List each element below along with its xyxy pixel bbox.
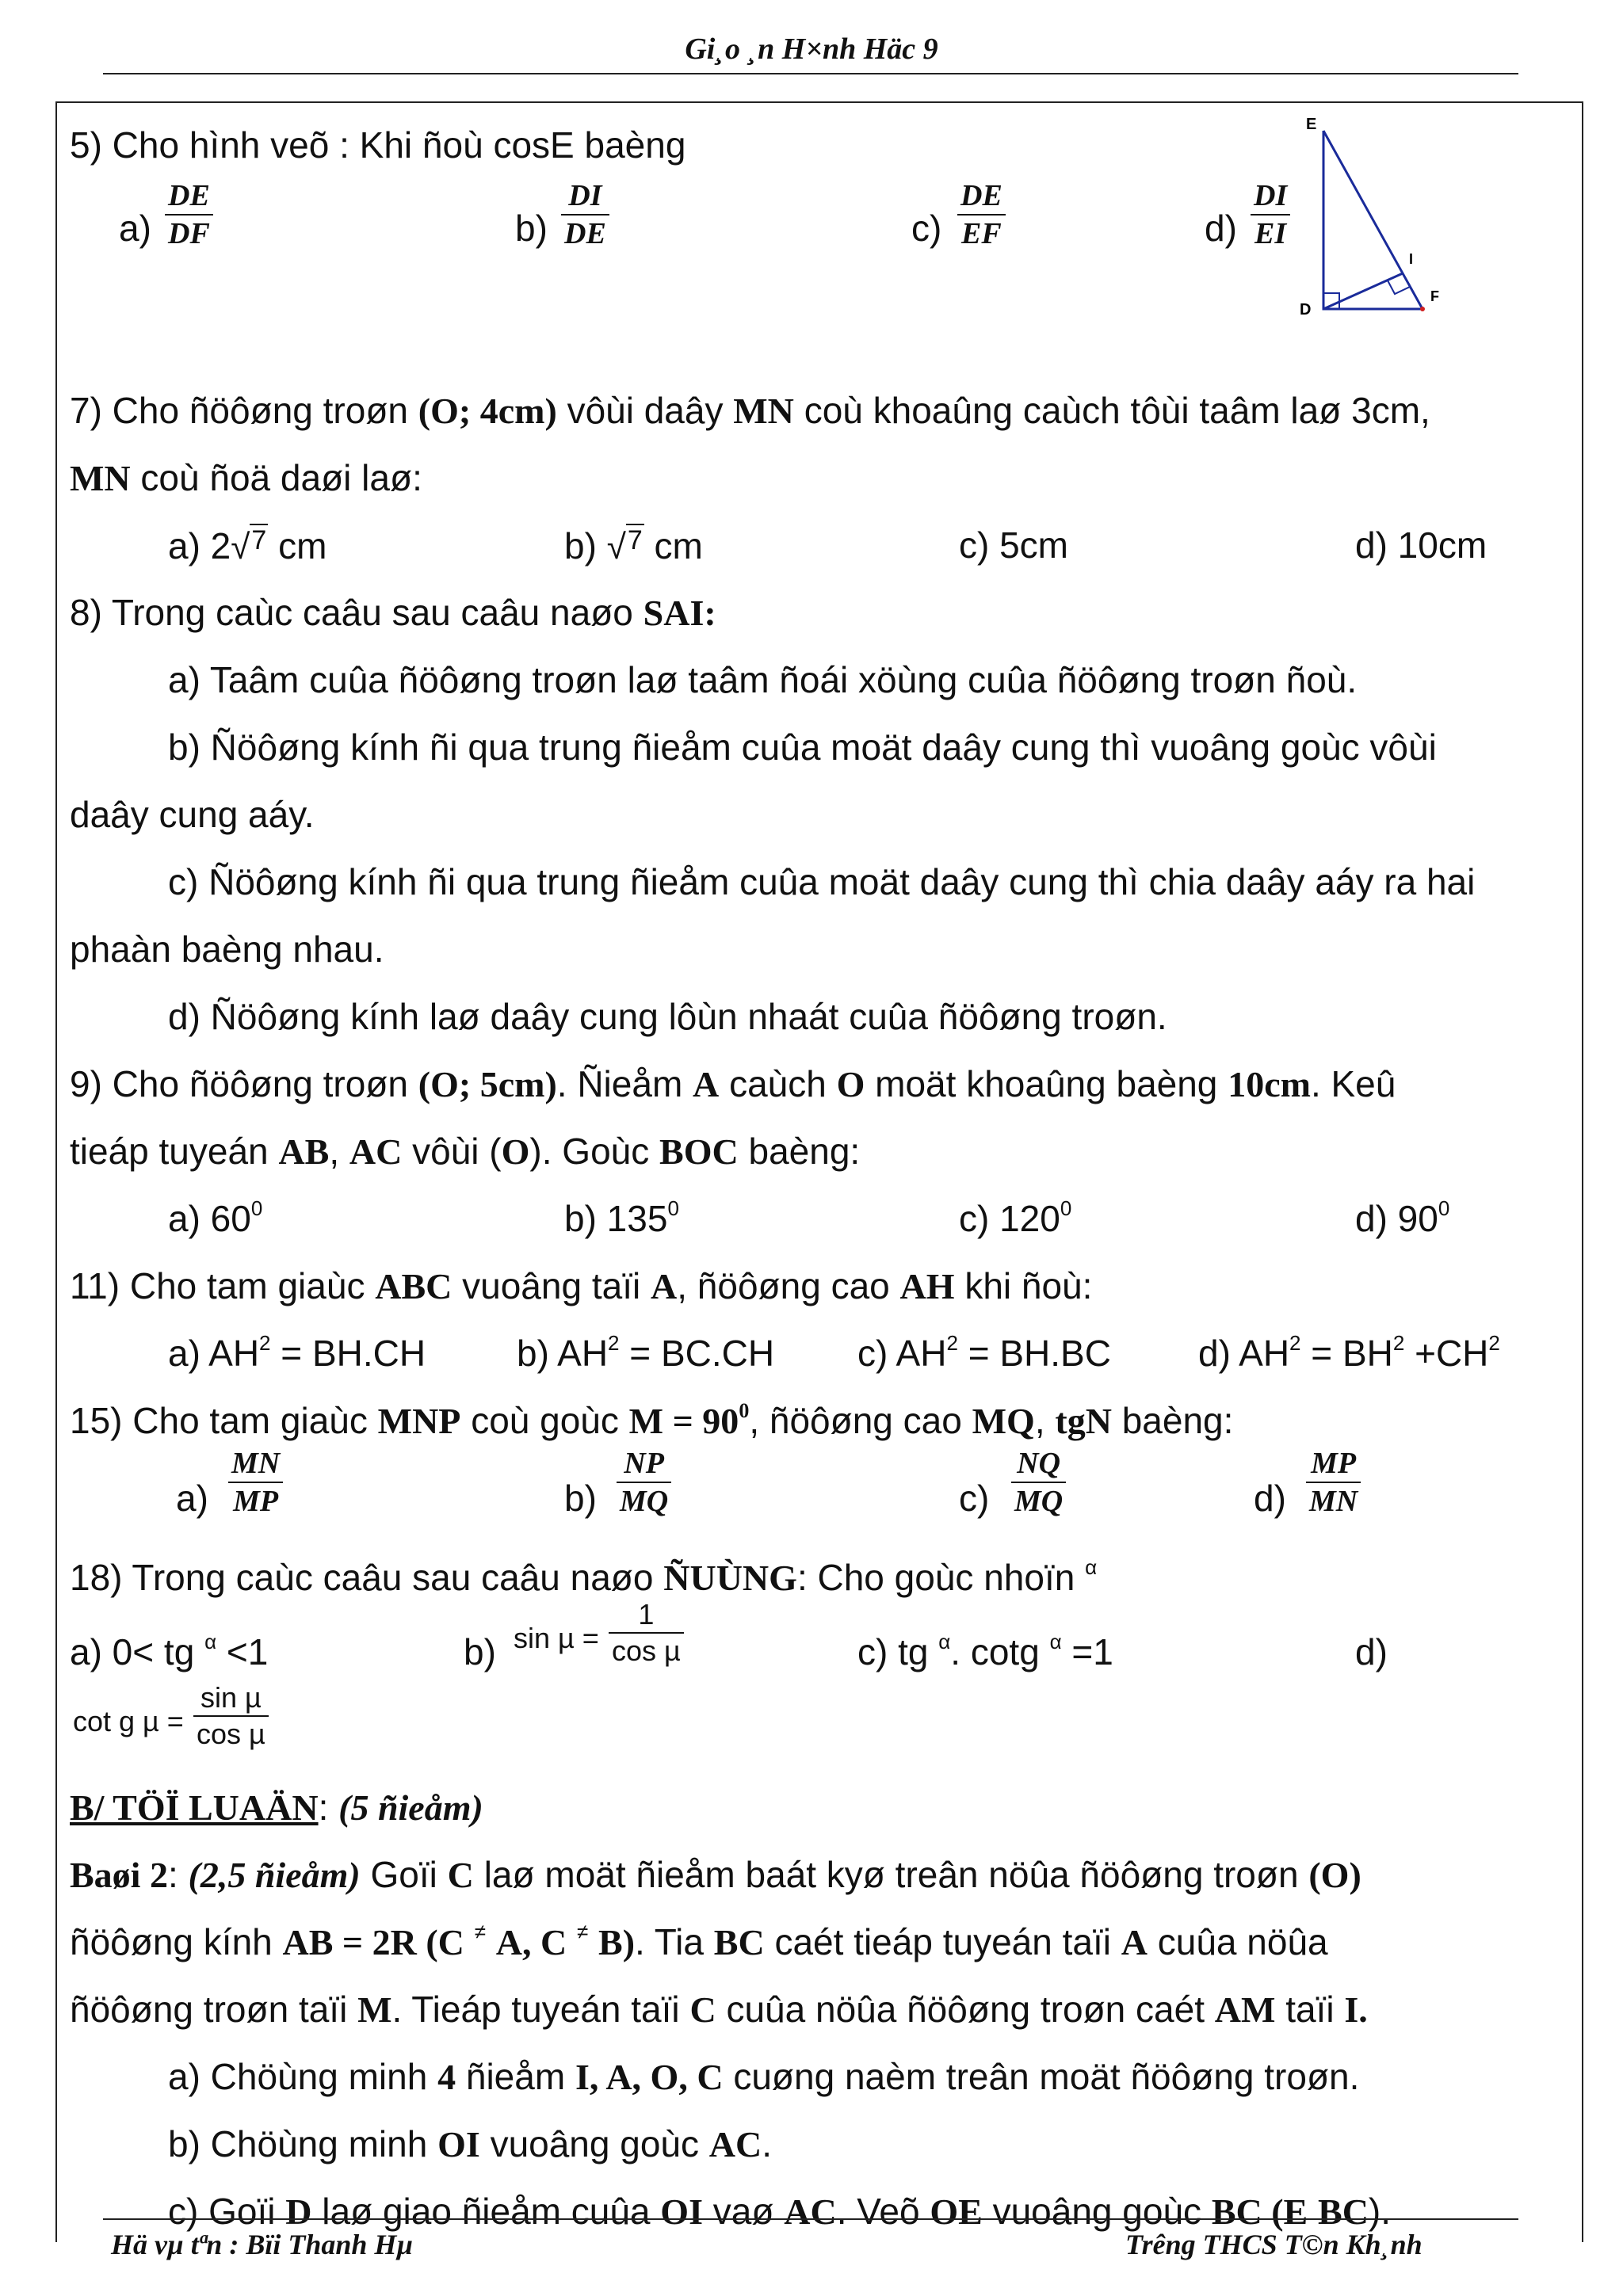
q5-option-b-label: b)	[515, 208, 548, 249]
q5-text: 5) Cho hình veõ : Khi ñoù cosE baèng	[70, 124, 686, 166]
q9-line1: 9) Cho ñöôøng troøn (O; 5cm). Ñieåm A caùch O moät khoaûng baèng 10cm. Keû	[70, 1063, 1396, 1104]
point-f-dot	[1420, 307, 1425, 311]
point-i-label: I	[1409, 251, 1414, 267]
q7-option-c: c) 5cm	[959, 524, 1068, 566]
q15-option-c-fraction: NQ MQ	[1011, 1448, 1066, 1516]
q11-option-c: c) $AH^2 = BH.BC$	[857, 1331, 1111, 1374]
q7-option-d: d) 10cm	[1355, 524, 1487, 566]
footer-school: Trêng THCS T©n Kh¸nh	[1125, 2229, 1423, 2260]
q8-option-c-line1: c) Ñöôøng kính ñi qua trung ñieåm cuûa moät daây cung thì chia daây aáy ra hai	[168, 861, 1476, 902]
q18-option-a: a) 0< tg $^\alpha$ <1	[70, 1630, 269, 1672]
q18-question: 18) Trong caùc caâu sau caâu naøo ÑUÙNG: Cho goùc nhoïn $^\alpha$	[70, 1555, 1098, 1598]
q18-option-d-lhs: cot g µ =	[73, 1705, 184, 1737]
q18-option-d-fraction: sin µ cos µ	[193, 1684, 269, 1749]
triangle-edf	[1323, 131, 1423, 309]
altitude-di	[1323, 273, 1403, 309]
q18-option-c: c) tg $^\alpha$. cotg $^\alpha$ =1	[857, 1630, 1113, 1672]
q11-option-a: a) $AH^2 = BH.CH$	[168, 1331, 426, 1374]
point-e-label: E	[1306, 116, 1317, 133]
q18-option-b-lhs: sin µ =	[514, 1622, 599, 1654]
q8-option-b-line1: b) Ñöôøng kính ñi qua trung ñieåm cuûa moät daây cung thì vuoâng goùc vôùi	[168, 727, 1437, 768]
q18-option-b-fraction: 1 cos µ	[609, 1600, 684, 1665]
q15-option-b-fraction: NP MQ	[617, 1448, 671, 1516]
q11-question: 11) Cho tam giaùc ABC vuoâng taïi A, ñöôøng cao AH khi ñoù:	[70, 1265, 1093, 1306]
alpha-symbol: α	[1085, 1555, 1098, 1579]
q15-option-c-label: c)	[959, 1478, 990, 1519]
q9-option-c: c) $120^0$	[959, 1196, 1072, 1239]
q7-line2: MN coù ñoä daøi laø:	[70, 457, 422, 498]
q5-option-d-label: d)	[1205, 208, 1237, 249]
part-b-heading: B/ TÖÏ LUAÄN: (5 ñieåm)	[70, 1787, 483, 1828]
q8-option-b-line2: daây cung aáy.	[70, 794, 315, 835]
q7-option-b: b) √$^7$ cm	[564, 525, 703, 566]
q7-option-a: a) 2√$^7$ cm	[168, 525, 327, 566]
q15-option-a-label: a)	[176, 1478, 208, 1519]
q18-option-b-label: b)	[464, 1631, 496, 1672]
q15-option-a-fraction: MN MP	[228, 1448, 283, 1516]
header-rule	[103, 73, 1518, 74]
q7-line1: 7) Cho ñöôøng troøn (O; 4cm) vôùi daây MN coù khoaûng caùch tôùi taâm laø 3cm,	[70, 390, 1430, 431]
bai2-line2: ñöôøng kính AB = 2R (C ≠ A, C ≠ B). Tia BC caét tieáp tuyeán taïi A cuûa nöûa	[70, 1920, 1328, 1962]
footer-author: Hä vµ tªn : Bïi Thanh Hµ	[111, 2229, 414, 2260]
page-header-title: Gi¸o ¸n H×nh Häc 9	[685, 32, 938, 66]
q5-option-a-label: a)	[119, 208, 151, 249]
q5-option-d-fraction: DI EI	[1251, 181, 1290, 249]
q9-line2: tieáp tuyeán AB, AC vôùi (O). Goùc BOC baèng:	[70, 1131, 861, 1172]
sqrt-7-icon: √$^7$	[606, 525, 643, 566]
q9-option-a: a) $60^0$	[168, 1196, 263, 1239]
q8-option-c-line2: phaàn baèng nhau.	[70, 929, 384, 970]
q15-option-b-label: b)	[564, 1478, 597, 1519]
bai2-part-a: a) Chöùng minh 4 ñieåm I, A, O, C cuøng naèm treân moät ñöôøng troøn.	[168, 2056, 1360, 2097]
q9-option-d: d) $90^0$	[1355, 1196, 1450, 1239]
footer-rule	[103, 2218, 1518, 2220]
q8-option-a: a) Taâm cuûa ñöôøng troøn laø taâm ñoái xöùng cuûa ñöôøng troøn ñoù.	[168, 659, 1358, 700]
q5-option-b-fraction: DI DE	[561, 181, 609, 249]
q8-question: 8) Trong caùc caâu sau caâu naøo SAI:	[70, 592, 716, 633]
q18-option-d-label: d)	[1355, 1631, 1388, 1672]
q15-option-d-label: d)	[1254, 1478, 1286, 1519]
bai2-line1: Baøi 2: (2,5 ñieåm) Goïi C laø moät ñieåm baát kyø treân nöûa ñöôøng troøn (O)	[70, 1854, 1361, 1895]
q11-option-b: b) $AH^2 = BC.CH$	[517, 1331, 775, 1374]
q8-option-d: d) Ñöôøng kính laø daây cung lôùn nhaát cuûa ñöôøng troøn.	[168, 996, 1167, 1037]
bai2-part-b: b) Chöùng minh OI vuoâng goùc AC.	[168, 2123, 773, 2164]
q5-triangle-figure	[1292, 107, 1450, 317]
q5-option-c-label: c)	[911, 208, 942, 249]
sqrt-7-icon: √$^7$	[231, 525, 267, 566]
q15-option-d-fraction: MP MN	[1306, 1448, 1361, 1516]
q5-option-a-fraction: DE DF	[165, 181, 213, 249]
q11-option-d: d) $AH^2 = BH^2 +CH^2$	[1198, 1331, 1500, 1374]
bai2-line3: ñöôøng troøn taïi M. Tieáp tuyeán taïi C cuûa nöûa ñöôøng troøn caét AM taïi I.	[70, 1989, 1368, 2030]
point-d-label: D	[1300, 301, 1312, 317]
q5-option-c-fraction: DE EF	[957, 181, 1006, 249]
q9-option-b: b) $135^0$	[564, 1196, 679, 1239]
bai2-part-c: c) Goïi D laø giao ñieåm cuûa OI vaø AC. Veõ OE vuoâng goùc BC (E BC).	[168, 2191, 1392, 2232]
q15-question: 15) Cho tam giaùc MNP coù goùc $M = 90^0$, ñöôøng cao MQ, tgN baèng:	[70, 1399, 1234, 1441]
point-f-label: F	[1430, 288, 1439, 304]
